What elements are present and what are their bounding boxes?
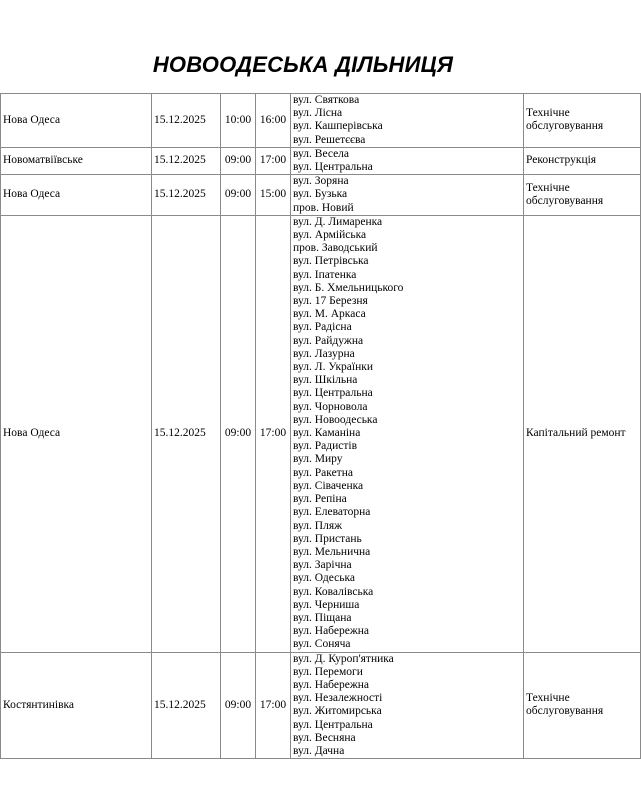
street-item: вул. Миру bbox=[293, 453, 343, 466]
date-cell: 15.12.2025 bbox=[152, 94, 221, 148]
street-item: вул. Зарічна bbox=[293, 559, 352, 572]
work-type-cell bbox=[524, 147, 641, 174]
street-item: вул. М. Аркаса bbox=[293, 308, 366, 321]
locality-cell: Нова Одеса bbox=[1, 175, 152, 216]
street-item: вул. Новоодеська bbox=[293, 413, 378, 426]
work-type-text: Технічне обслуговування bbox=[526, 107, 604, 133]
table-row bbox=[1, 175, 641, 216]
locality-cell: Костянтинівка bbox=[1, 652, 152, 759]
streets-cell bbox=[291, 175, 524, 216]
work-type-text: Реконструкція bbox=[526, 154, 597, 167]
start-time-cell: 09:00 bbox=[221, 652, 256, 759]
streets-cell bbox=[291, 147, 524, 174]
end-time-cell: 15:00 bbox=[256, 175, 291, 216]
street-item: пров. Заводський bbox=[293, 242, 378, 255]
end-time-cell: 17:00 bbox=[256, 147, 291, 174]
street-item: вул. Кашперівська bbox=[293, 120, 383, 133]
street-item: вул. Сіваченка bbox=[293, 479, 364, 492]
street-item: вул. Елеваторна bbox=[293, 506, 371, 519]
work-type-cell bbox=[524, 215, 641, 652]
date-cell: 15.12.2025 bbox=[152, 147, 221, 174]
street-item: вул. Радистів bbox=[293, 440, 358, 453]
street-item: вул. Пляж bbox=[293, 519, 343, 532]
street-item: вул. Армійська bbox=[293, 229, 367, 242]
street-item: вул. Б. Хмельницького bbox=[293, 281, 404, 294]
table-row bbox=[1, 94, 641, 148]
street-item: вул. Л. Українки bbox=[293, 361, 373, 374]
street-item: вул. Святкова bbox=[293, 94, 360, 106]
street-item: вул. Радісна bbox=[293, 321, 352, 334]
locality-cell: Новоматвіївське bbox=[1, 147, 152, 174]
street-item: вул. Набережна bbox=[293, 625, 370, 638]
street-item: вул. Д. Лимаренка bbox=[293, 215, 383, 228]
street-item: вул. Бузька bbox=[293, 188, 348, 201]
start-time-cell: 09:00 bbox=[221, 215, 256, 652]
street-item: вул. Репіна bbox=[293, 493, 347, 506]
end-time-cell: 17:00 bbox=[256, 652, 291, 759]
street-item: вул. Весела bbox=[293, 147, 350, 160]
street-item: пров. Новий bbox=[293, 201, 354, 214]
street-item: вул. Каманіна bbox=[293, 427, 361, 440]
table-row bbox=[1, 147, 641, 174]
work-type-cell bbox=[524, 175, 641, 216]
street-item: вул. Лазурна bbox=[293, 347, 355, 360]
work-type-text: Технічне обслуговування bbox=[526, 181, 604, 208]
street-item: вул. Іпатенка bbox=[293, 268, 357, 281]
streets-cell bbox=[291, 652, 524, 759]
street-item: вул. Шкільна bbox=[293, 374, 358, 387]
street-item: вул. Зоряна bbox=[293, 175, 349, 188]
start-time-cell: 09:00 bbox=[221, 147, 256, 174]
end-time-cell: 16:00 bbox=[256, 94, 291, 148]
street-item: вул. Петрівська bbox=[293, 255, 369, 268]
street-item: вул. Райдужна bbox=[293, 334, 364, 347]
street-item: вул. Центральна bbox=[293, 161, 373, 174]
street-item: вул. Весняна bbox=[293, 731, 356, 744]
street-item: вул. Д. Куроп'ятника bbox=[293, 652, 394, 665]
start-time-cell: 09:00 bbox=[221, 175, 256, 216]
streets-cell bbox=[291, 215, 524, 652]
work-type-cell bbox=[524, 652, 641, 759]
work-type-text: Технічне обслуговування bbox=[526, 692, 604, 718]
street-item: вул. Лісна bbox=[293, 107, 343, 120]
street-item: вул. Центральна bbox=[293, 387, 373, 400]
date-cell: 15.12.2025 bbox=[152, 175, 221, 216]
street-item: вул. Черниша bbox=[293, 598, 360, 611]
street-item: вул. 17 Березня bbox=[293, 295, 368, 308]
street-item: вул. Ковалівська bbox=[293, 585, 374, 598]
street-item: вул. Центральна bbox=[293, 718, 373, 731]
page-title: НОВООДЕСЬКА ДІЛЬНИЦЯ bbox=[152, 52, 454, 77]
street-item: вул. Мельнична bbox=[293, 545, 371, 558]
work-type-cell bbox=[524, 94, 641, 148]
street-item: вул. Ракетна bbox=[293, 466, 353, 479]
street-item: вул. Житомирська bbox=[293, 705, 382, 718]
street-item: вул. Решетєєва bbox=[293, 133, 366, 146]
table-row bbox=[1, 215, 641, 652]
locality-cell: Нова Одеса bbox=[1, 215, 152, 652]
date-cell: 15.12.2025 bbox=[152, 215, 221, 652]
work-type-text: Капітальний ремонт bbox=[526, 427, 626, 440]
street-item: вул. Чорновола bbox=[293, 400, 368, 413]
start-time-cell: 10:00 bbox=[221, 94, 256, 148]
table-row bbox=[1, 652, 641, 759]
street-item: вул. Піщана bbox=[293, 611, 352, 624]
street-item: вул. Дачна bbox=[293, 744, 345, 757]
street-item: вул. Набережна bbox=[293, 678, 370, 691]
date-cell: 15.12.2025 bbox=[152, 652, 221, 759]
street-item: вул. Пристань bbox=[293, 532, 362, 545]
schedule-table bbox=[0, 93, 641, 759]
street-item: вул. Незалежності bbox=[293, 692, 383, 705]
street-item: вул. Одеська bbox=[293, 572, 356, 585]
street-item: вул. Соняча bbox=[293, 638, 351, 651]
streets-cell bbox=[291, 94, 524, 148]
end-time-cell: 17:00 bbox=[256, 215, 291, 652]
locality-cell: Нова Одеса bbox=[1, 94, 152, 148]
street-item: вул. Перемоги bbox=[293, 665, 363, 678]
